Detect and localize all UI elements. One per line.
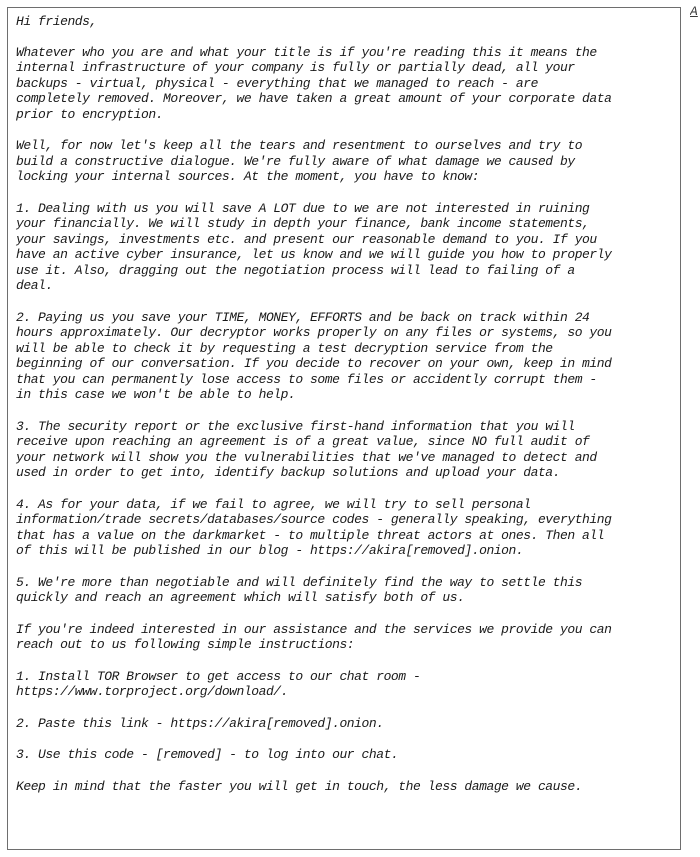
closing-line: Keep in mind that the faster you will get in touch, the less damage we cause. [16, 778, 583, 794]
greeting: Hi friends, [16, 14, 97, 29]
paragraph-intro: Whatever who you are and what your title is if you're reading this it means the internal infrastructure of your company is fully or partially dead, all your backups - virtual, physical - everything that we managed to reach - are completely removed. Moreover, we have taken a great amount of your corporate data prior to encryption. [16, 44, 612, 122]
clipped-edge-text: A [690, 4, 698, 19]
paragraph-point-2: 2. Paying us you save your TIME, MONEY, EFFORTS and be back on track within 24 hours approximately. Our decryptor works properly on any files or systems, so you will be able to check it by requesting a test decryption service from the beginning of our conversation. If you decide to recover on your own, keep in mind that you can permanently lose access to some files or accidently corrupt them - in this case we won't be able to help. [16, 309, 612, 402]
instruction-step-2: 2. Paste this link - https://akira[removed].onion. [16, 715, 384, 731]
paragraph-point-4: 4. As for your data, if we fail to agree, we will try to sell personal information/trade secrets/databases/source codes - generally speaking, everything that has a value on the darkmarket - to multiple threat actors at ones. Then all of this will be published in our blog - https://akira[removed].onion. [16, 496, 612, 558]
paragraph-point-3: 3. The security report or the exclusive first-hand information that you will receive upon reaching an agreement is of a great value, since NO full audit of your network will show you the vulnerabilities that we've managed to detect and used in order to get into, identify backup solutions and upload your data. [16, 418, 597, 480]
ransom-note-document [7, 7, 681, 850]
instruction-step-1: 1. Install TOR Browser to get access to our chat room - https://www.torproject.org/download/. [16, 668, 421, 699]
paragraph-instructions-intro: If you're indeed interested in our assistance and the services we provide you can reach out to us following simple instructions: [16, 621, 612, 652]
paragraph-point-1: 1. Dealing with us you will save A LOT due to we are not interested in ruining your financially. We will study in depth your finance, bank income statements, your savings, investments etc. and present our reasonable demand to you. If you have an active cyber insurance, let us know and we will guide you how to properly use it. Also, dragging out the negotiation process will lead to failing of a deal. [16, 200, 612, 293]
paragraph-point-5: 5. We're more than negotiable and will definitely find the way to settle this quickly and reach an agreement which will satisfy both of us. [16, 574, 583, 605]
paragraph-dialogue: Well, for now let's keep all the tears and resentment to ourselves and try to build a constructive dialogue. We're fully aware of what damage we caused by locking your internal sources. At the moment, you have to know: [16, 138, 583, 184]
instruction-step-3: 3. Use this code - [removed] - to log into our chat. [16, 747, 399, 762]
